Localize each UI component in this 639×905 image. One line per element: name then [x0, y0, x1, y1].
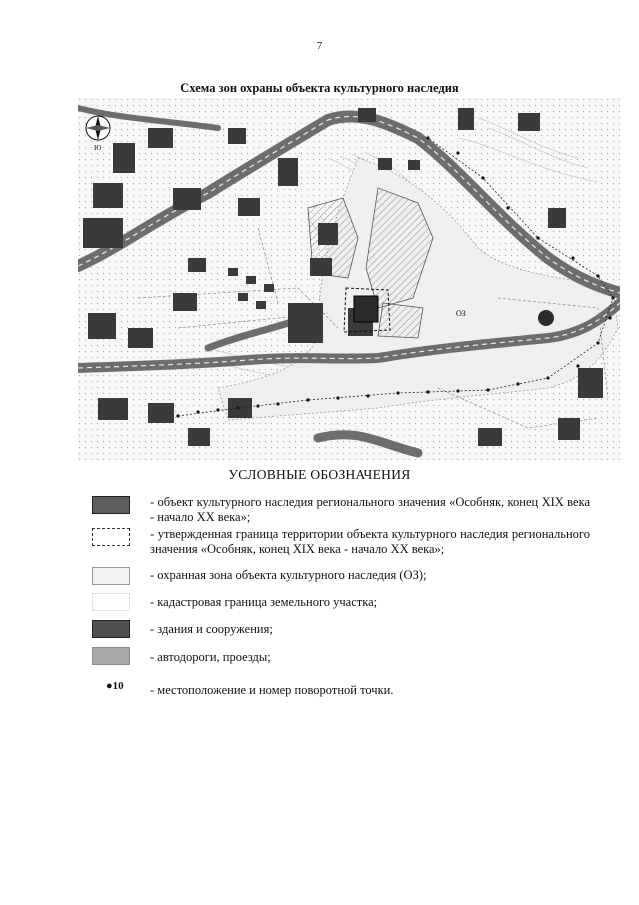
legend-text: - здания и сооружения; — [150, 622, 273, 636]
protection-zone-swatch — [92, 567, 130, 585]
heritage-object-building — [354, 296, 378, 322]
map-title: Схема зон охраны объекта культурного наследия — [180, 81, 459, 95]
buildings-swatch — [92, 620, 130, 638]
turning-point-symbol — [106, 680, 124, 692]
legend-text: - охранная зона объекта культурного наследия (ОЗ); — [150, 568, 427, 582]
page-number: 7 — [316, 40, 323, 52]
roads-swatch — [92, 647, 130, 665]
zone-label: ОЗ — [456, 309, 466, 318]
point-dot-icon: ● — [106, 680, 113, 692]
cadastral-boundary-swatch — [92, 593, 130, 611]
legend-text: - местоположение и номер поворотной точки. — [150, 683, 394, 697]
legend-text: - утвержденная граница территории объекта культурного наследия регионального значения «Особняк, конец XIX века - начало XX века»; — [150, 527, 590, 556]
compass-label: Ю — [94, 144, 102, 152]
zone-map — [78, 98, 620, 460]
heritage-object-swatch — [92, 496, 130, 514]
point-number: 10 — [112, 680, 124, 692]
legend-text: - кадастровая граница земельного участка; — [150, 595, 378, 609]
legend-text: - объект культурного наследия регионального значения «Особняк, конец XIX века - начало XX века»; — [150, 495, 590, 524]
territory-boundary-swatch — [92, 528, 130, 546]
legend-text: - автодороги, проезды; — [150, 650, 271, 664]
legend-heading: УСЛОВНЫЕ ОБОЗНАЧЕНИЯ — [228, 467, 411, 482]
